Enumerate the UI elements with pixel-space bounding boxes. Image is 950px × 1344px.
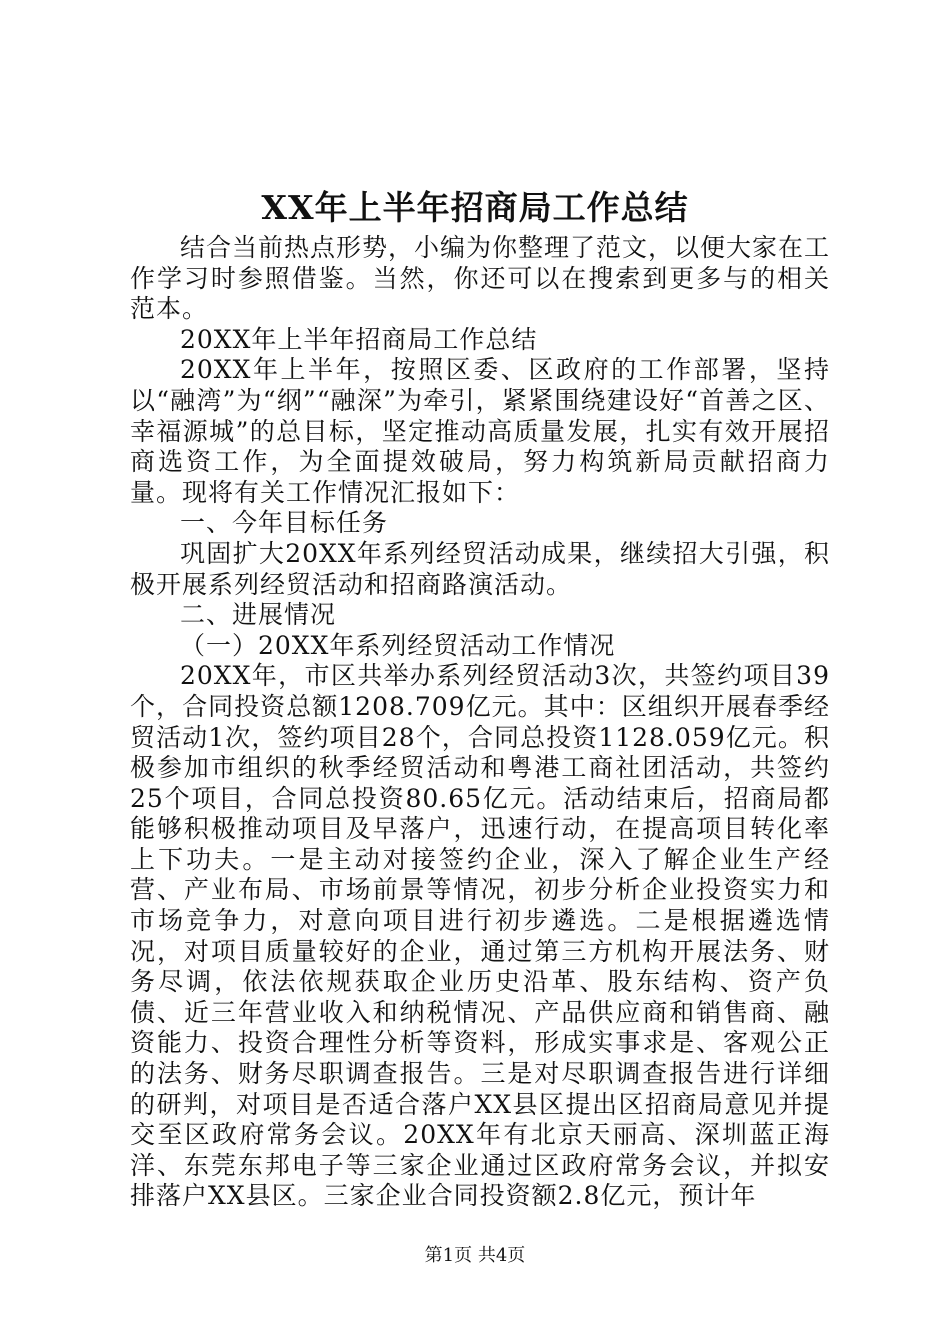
intro-paragraph: 结合当前热点形势，小编为你整理了范文，以便大家在工作学习时参照借鉴。当然，你还可以在搜索到更多与的相关范本。: [130, 233, 831, 324]
document-body: [130, 233, 830, 1212]
page-number-footer: 第1页 共4页: [424, 1245, 526, 1266]
section-heading-goals: 一、今年目标任务: [180, 508, 389, 538]
section-heading-progress: 二、进展情况: [180, 600, 337, 630]
overview-paragraph: 20XX年上半年，按照区委、区政府的工作部署，坚持以“融湾”为“纲”“融深”为牵引，紧紧围绕建设好“首善之区、幸福源城”的总目标，坚定推动高质量发展，扎实有效开展招商选资工作，为全面提效破局，努力构筑新局贡献招商力量。现将有关工作情况汇报如下：: [130, 355, 830, 507]
subtitle-paragraph: 20XX年上半年招商局工作总结: [180, 324, 538, 354]
goals-paragraph: 巩固扩大20XX年系列经贸活动成果，继续招大引强，积极开展系列经贸活动和招商路演活动。: [130, 538, 830, 599]
subsection-heading-activities: （一）20XX年系列经贸活动工作情况: [180, 630, 616, 660]
activities-paragraph: 20XX年，市区共举办系列经贸活动3次，共签约项目39个，合同投资总额1208.709亿元。其中：区组织开展春季经贸活动1次，签约项目28个，合同总投资1128.059亿元。积极参加市组织的秋季经贸活动和粤港工商社团活动，共签约25个项目，合同总投资80.65亿元。活动结束后，招商局都能够积极推动项目及早落户，迅速行动，在提高项目转化率上下功夫。一是主动对接签约企业，深入了解企业生产经营、产业布局、市场前景等情况，初步分析企业投资实力和市场竞争力，对意向项目进行初步遴选。二是根据遴选情况，对项目质量较好的企业，通过第三方机构开展法务、财务尽调，依法依规获取企业历史沿革、股东结构、资产负债、近三年营业收入和纳税情况、产品供应商和销售商、融资能力、投资合理性分析等资料，形成实事求是、客观公正的法务、财务尽职调查报告。三是对尽职调查报告进行详细的研判，对项目是否适合落户XX县区提出区招商局意见并提交至区政府常务会议。20XX年有北京天丽高、深圳蓝正海洋、东莞东邦电子等三家企业通过区政府常务会议，并拟安排落户XX县区。三家企业合同投资额2.8亿元，预计年: [130, 661, 830, 1211]
document-title: XX年上半年招商局工作总结: [261, 188, 689, 227]
